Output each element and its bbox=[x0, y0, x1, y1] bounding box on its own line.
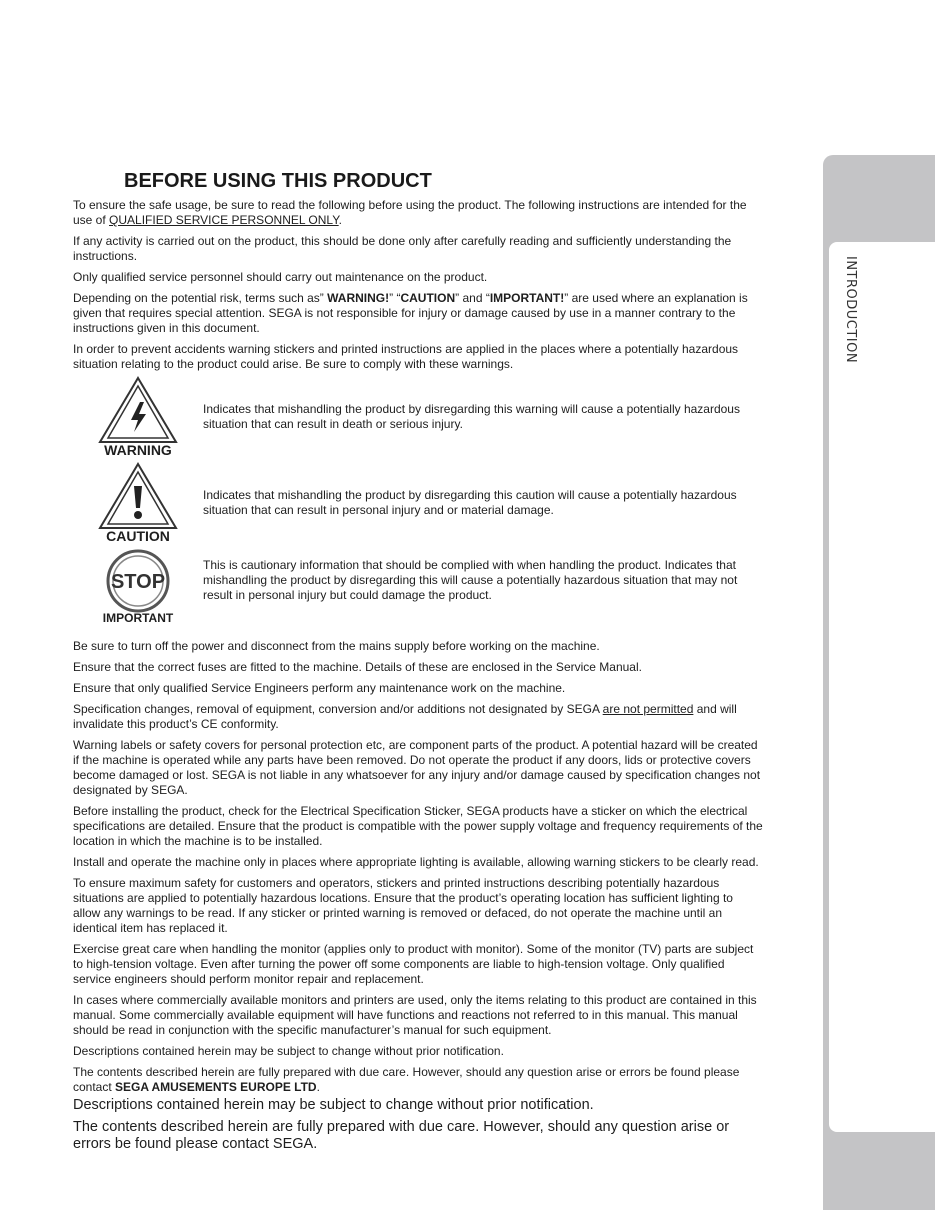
caution-symbol bbox=[73, 462, 203, 544]
page-title: BEFORE USING THIS PRODUCT bbox=[124, 170, 432, 192]
page-content bbox=[73, 170, 763, 1158]
high-voltage-triangle-icon bbox=[98, 376, 178, 444]
intro-paragraph-3: Only qualified service personnel should carry out maintenance on the product. bbox=[73, 270, 488, 284]
caution-caption: CAUTION bbox=[106, 528, 170, 544]
body-paragraph-4: Specification changes, removal of equipment, conversion and/or additions not designated by SEGA are not permitted and will invalidate this product’s CE conformity. bbox=[73, 702, 737, 731]
body-paragraph-13: Descriptions contained herein may be subject to change without prior notification. bbox=[73, 1097, 594, 1113]
body-paragraph-7: Install and operate the machine only in places where appropriate lighting is available, allowing warning stickers to be clearly read. bbox=[73, 855, 759, 869]
body-paragraph-1: Be sure to turn off the power and disconnect from the mains supply before working on the machine. bbox=[73, 639, 600, 653]
chapter-tab-panel bbox=[829, 242, 935, 1132]
body-paragraph-11: Descriptions contained herein may be subject to change without prior notification. bbox=[73, 1044, 504, 1058]
exclamation-triangle-icon bbox=[98, 462, 178, 530]
intro-paragraph-2: If any activity is carried out on the product, this should be done only after carefully reading and sufficiently understanding the instructions. bbox=[73, 234, 732, 263]
body-paragraph-14: The contents described herein are fully prepared with due care. However, should any question arise or errors be found please contact SEGA. bbox=[73, 1119, 730, 1152]
qualified-personnel-underline: QUALIFIED SERVICE PERSONNEL ONLY bbox=[109, 213, 339, 227]
body-paragraph-2: Ensure that the correct fuses are fitted to the machine. Details of these are enclosed in the Service Manual. bbox=[73, 660, 642, 674]
important-caption: IMPORTANT bbox=[102, 611, 174, 625]
intro-paragraph-5: In order to prevent accidents warning stickers and printed instructions are applied in the places where a potentially hazardous situation relating to the product could arise. Be sure to comply with these warnings. bbox=[73, 342, 739, 371]
important-description: This is cautionary information that should be complied with when handling the product. Indicates that mishandling the product by disregarding this will cause a potentially hazardous situation that may not result in personal injury but could damage the product. bbox=[203, 558, 738, 602]
warning-description: Indicates that mishandling the product by disregarding this warning will cause a potentially hazardous situation that can result in death or serious injury. bbox=[203, 402, 740, 431]
warning-caption: WARNING bbox=[104, 442, 172, 458]
important-symbol bbox=[73, 549, 203, 625]
caution-description: Indicates that mishandling the product by disregarding this caution will cause a potentially hazardous situation that can result in personal injury and or material damage. bbox=[203, 488, 737, 517]
stop-sign-icon bbox=[102, 549, 174, 613]
body-paragraph-6: Before installing the product, check for the Electrical Specification Sticker, SEGA products have a sticker on which the electrical specifications are detailed. Ensure that the product is compatible with the power supply voltage and frequency requirements of the location in which the machine is to be installed. bbox=[73, 804, 763, 848]
body-paragraph-10: In cases where commercially available monitors and printers are used, only the items relating to this product are contained in this manual. Some commercially available equipment will have functions and reactions not referred to in this manual. This manual should be read in conjunction with the specific manufacturer’s manual for such equipment. bbox=[73, 993, 757, 1037]
caution-symbol-row bbox=[73, 462, 763, 549]
intro-paragraph-1: To ensure the safe usage, be sure to read the following before using the product. The following instructions are intended for the use of QUALIFIED SERVICE PERSONNEL ONLY. bbox=[73, 198, 747, 227]
warning-symbol-row bbox=[73, 376, 763, 462]
intro-paragraph-4: Depending on the potential risk, terms such as” WARNING!” “CAUTION” and “IMPORTANT!” are used where an explanation is given that requires special attention. SEGA is not responsible for injury or damage caused by use in a manner contrary to the instructions given in this document. bbox=[73, 291, 748, 335]
body-paragraph-12: The contents described herein are fully prepared with due care. However, should any question arise or errors be found please contact SEGA AMUSEMENTS EUROPE LTD. bbox=[73, 1065, 740, 1094]
warning-symbol bbox=[73, 376, 203, 458]
body-paragraph-3: Ensure that only qualified Service Engineers perform any maintenance work on the machine. bbox=[73, 681, 566, 695]
body-paragraph-5: Warning labels or safety covers for personal protection etc, are component parts of the product. A potential hazard will be created if the machine is operated while any parts have been removed. Do not operate the product if any doors, lids or protective covers become damaged or lost. SEGA is not liable in any whatsoever for any injury and/or damage caused by specification changes not designated by SEGA. bbox=[73, 738, 761, 797]
important-symbol-row bbox=[73, 549, 763, 639]
chapter-tab-label: INTRODUCTION bbox=[843, 256, 858, 364]
body-paragraph-8: To ensure maximum safety for customers and operators, stickers and printed instructions describing potentially hazardous situations are applied to potentially hazardous locations. Ensure that the product’s operating location has sufficient lighting to allow any warnings to be read. If any sticker or printed warning is removed or defaced, do not operate the machine until an identical item has replaced it. bbox=[73, 876, 733, 935]
not-permitted-underline: are not permitted bbox=[602, 702, 694, 716]
body-paragraph-9: Exercise great care when handling the monitor (applies only to product with monitor). Some of the monitor (TV) parts are subject to high-tension voltage. Even after turning the power off some components are liable to high-tension voltage. Only qualified service engineers should perform monitor repair and replacement. bbox=[73, 942, 754, 986]
stop-sign-text: STOP bbox=[110, 571, 166, 593]
